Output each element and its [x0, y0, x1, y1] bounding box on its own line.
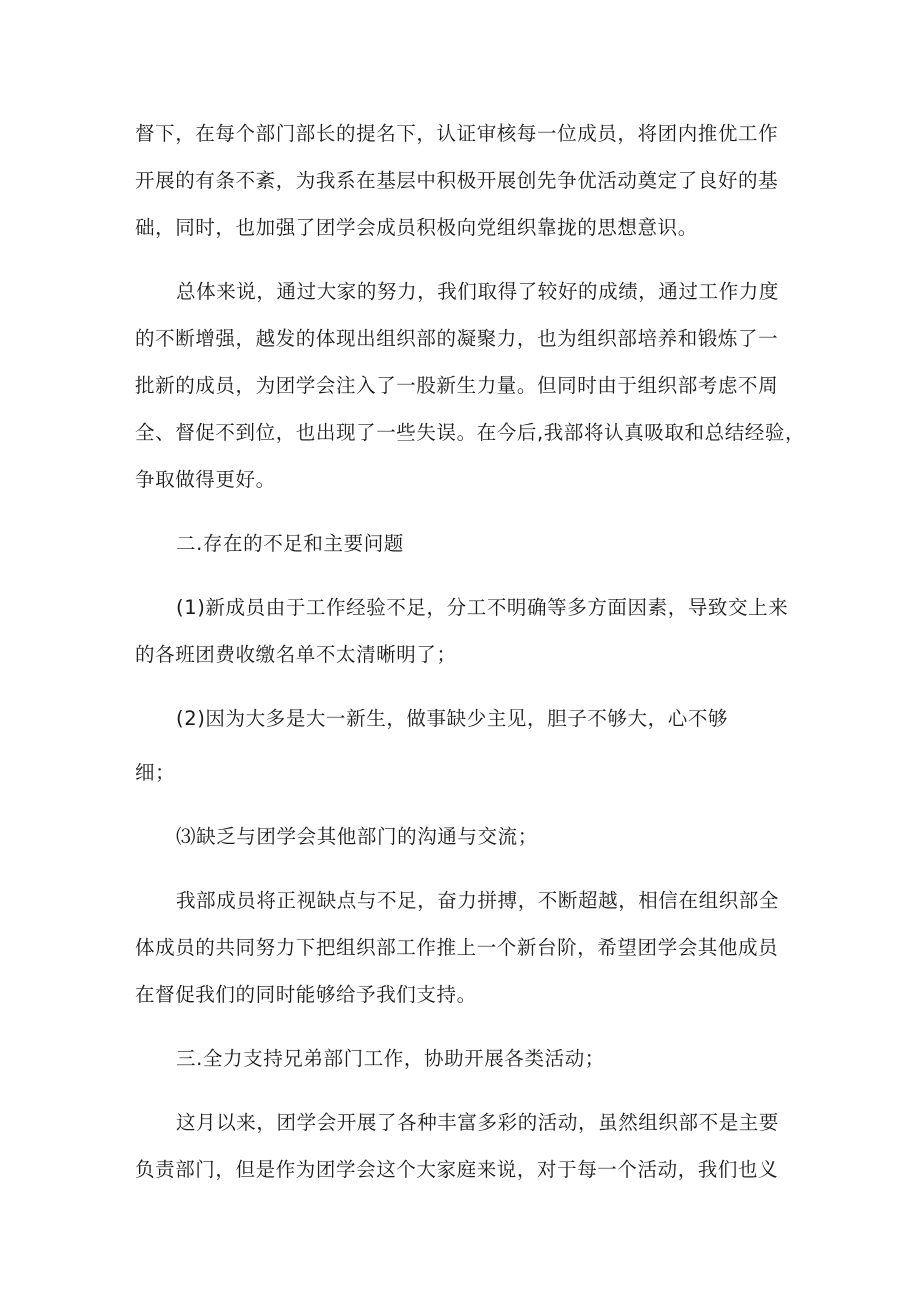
problem-item-2-line-2: 细；	[135, 761, 176, 784]
problem-item-2-line-1: (2)因为大多是大一新生，做事缺少主见，胆子不够大，心不够	[176, 707, 729, 730]
paragraph-2-line-5: 争取做得更好。	[135, 468, 276, 491]
paragraph-2-line-4: 全、督促不到位，也出现了一些失误。在今后,我部将认真吸取和总结经验，	[135, 421, 806, 444]
paragraph-2-line-1: 总体来说，通过大家的努力，我们取得了较好的成绩，通过工作力度	[176, 280, 780, 303]
paragraph-resolve-line-2: 体成员的共同努力下把组织部工作推上一个新台阶，希望团学会其他成员	[135, 936, 779, 959]
paragraph-resolve-line-3: 在督促我们的同时能够给予我们支持。	[135, 983, 477, 1006]
problem-item-1-line-2: 的各班团费收缴名单不太清晰明了；	[135, 643, 457, 666]
paragraph-1-line-1: 督下，在每个部门部长的提名下，认证审核每一位成员，将团内推优工作	[135, 122, 779, 145]
paragraph-1-line-3: 础，同时，也加强了团学会成员积极向党组织靠拢的思想意识。	[135, 216, 698, 239]
problem-item-1-line-1: (1)新成员由于工作经验不足，分工不明确等多方面因素，导致交上来	[176, 596, 789, 619]
problem-item-3-line-1: ⑶缺乏与团学会其他部门的沟通与交流；	[176, 825, 538, 848]
paragraph-activities-line-2: 负责部门，但是作为团学会这个大家庭来说，对于每一个活动，我们也义	[135, 1158, 779, 1181]
paragraph-2-line-3: 批新的成员，为团学会注入了一股新生力量。但同时由于组织部考虑不周	[135, 374, 779, 397]
paragraph-activities-line-1: 这月以来，团学会开展了各种丰富多彩的活动，虽然组织部不是主要	[176, 1111, 780, 1134]
paragraph-2-line-2: 的不断增强，越发的体现出组织部的凝聚力，也为组织部培养和锻炼了一	[135, 327, 779, 350]
section-heading-2: 二.存在的不足和主要问题	[176, 532, 404, 555]
paragraph-1-line-2: 开展的有条不紊，为我系在基层中积极开展创先争优活动奠定了良好的基	[135, 169, 779, 192]
section-heading-3: 三.全力支持兄弟部门工作，协助开展各类活动；	[176, 1047, 605, 1070]
paragraph-resolve-line-1: 我部成员将正视缺点与不足，奋力拼搏，不断超越，相信在组织部全	[176, 889, 780, 912]
